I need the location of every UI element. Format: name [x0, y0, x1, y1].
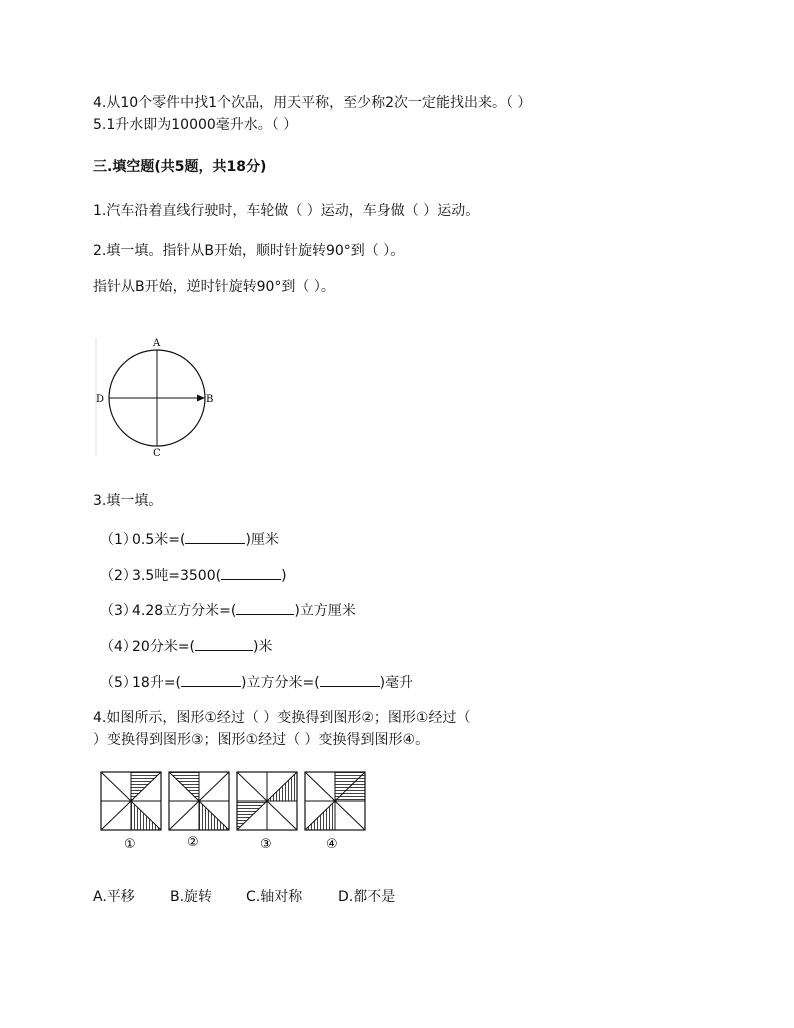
item-unit: )	[281, 568, 287, 584]
fill-question-2-line-1: 2.填一填。指针从B开始，顺时针旋转90°到（ ）。	[93, 243, 405, 259]
item-number: （5）	[100, 675, 137, 691]
answer-blank[interactable]	[181, 672, 241, 687]
item-unit: )立方厘米	[294, 603, 356, 619]
item-text: 3.5吨=3500(	[132, 568, 222, 584]
judge-question-4: 4.从10个零件中找1个次品，用天平称，至少称2次一定能找出来。（ ）	[93, 95, 532, 111]
answer-blank[interactable]	[185, 529, 245, 544]
fill-question-1: 1.汽车沿着直线行驶时，车轮做（ ）运动，车身做（ ）运动。	[93, 203, 480, 219]
item-text: 18升=(	[132, 675, 182, 691]
fill-question-4-line-2: ）变换得到图形③；图形①经过（ ）变换得到图形④。	[93, 732, 430, 748]
q3-item-2	[100, 565, 287, 585]
fill-question-4-line-1: 4.如图所示，图形①经过（ ）变换得到图形②；图形①经过（	[93, 710, 471, 726]
clock-dial-diagram	[92, 334, 232, 462]
q3-item-5	[100, 672, 413, 692]
fill-question-2-line-2: 指针从B开始，逆时针旋转90°到（ ）。	[93, 279, 335, 295]
item-text: 0.5米=(	[132, 532, 186, 548]
item-number: （4）	[100, 639, 137, 655]
q3-item-4	[100, 636, 272, 656]
choice-d: D.都不是	[338, 889, 396, 905]
figure-2	[169, 772, 229, 830]
answer-blank[interactable]	[236, 600, 294, 615]
item-number: （2）	[100, 568, 137, 584]
figure-label-2: ②	[187, 835, 199, 850]
fill-question-3-title: 3.填一填。	[93, 493, 163, 509]
judge-question-5: 5.1升水即为10000毫升水。（ ）	[93, 117, 298, 133]
figure-label-3: ③	[260, 837, 272, 852]
item-text: 4.28立方分米=(	[132, 603, 237, 619]
label-a: A	[153, 338, 161, 349]
figure-1	[101, 772, 161, 830]
transformation-figures	[98, 768, 368, 856]
figure-4	[305, 772, 365, 830]
choice-a: A.平移	[93, 889, 135, 905]
figure-label-1: ①	[124, 837, 136, 852]
label-d: D	[96, 394, 105, 405]
item-number: （1）	[100, 532, 137, 548]
answer-blank[interactable]	[195, 636, 253, 651]
item-number: （3）	[100, 603, 137, 619]
label-c: C	[153, 448, 161, 459]
choice-b: B.旋转	[170, 889, 213, 905]
figure-3	[237, 772, 297, 830]
item-unit: )厘米	[245, 532, 279, 548]
item-text: 20分米=(	[132, 639, 196, 655]
figure-label-4: ④	[326, 837, 338, 852]
item-unit-2: )毫升	[379, 675, 414, 691]
answer-blank-2[interactable]	[320, 672, 380, 687]
answer-blank[interactable]	[221, 565, 281, 580]
pointer-arrowhead	[197, 395, 205, 402]
item-unit: )立方分米=(	[241, 675, 320, 691]
label-b: B	[206, 394, 214, 405]
choice-c: C.轴对称	[246, 889, 303, 905]
section-title: 三.填空题(共5题，共18分)	[93, 159, 267, 175]
q3-item-3	[100, 600, 356, 620]
q3-item-1	[100, 529, 279, 549]
item-unit: )米	[253, 639, 273, 655]
